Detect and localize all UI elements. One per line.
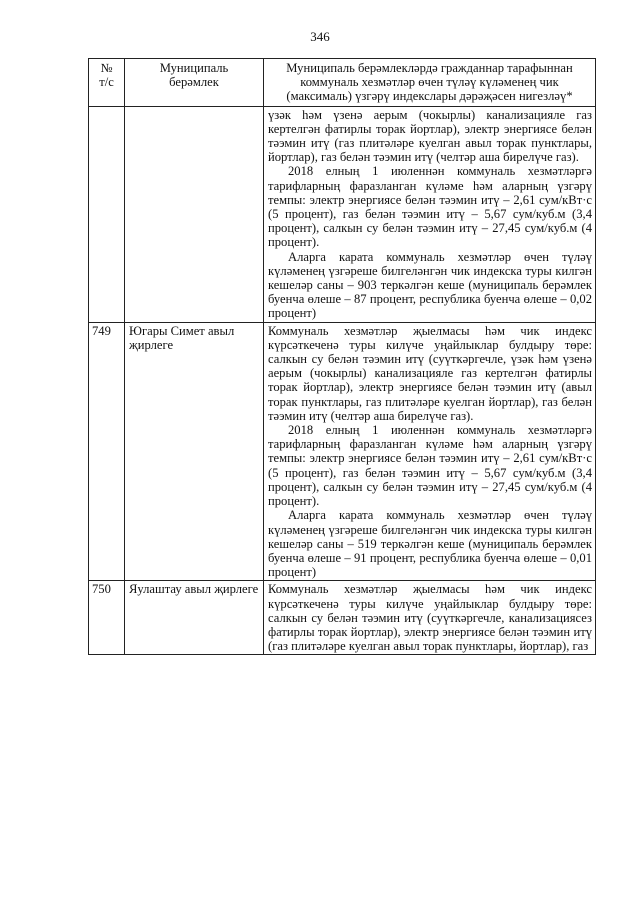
- municipal-utility-index-table: [88, 58, 596, 655]
- description-paragraph: Аларга карата коммуналь хезмәтләр өчен түләү күләменең үзгәреше билгеләнгән чик индекска туры килгән кешеләр саны – 903 теркәлгән кеше (муниципаль берәмлек буенча өлеше – 87 процент, республика буенча өлеше – 0,02 процент): [268, 249, 592, 321]
- description-paragraph: Аларга карата коммуналь хезмәтләр өчен түләү күләменең үзгәреше билгеләнгән чик индекска туры килгән кешеләр саны – 519 теркәлгән кеше (муниципаль берәмлек буенча өлеше – 91 процент, республика буенча өлеше – 0,01 процент): [268, 508, 592, 580]
- table-header-row: [89, 59, 596, 107]
- row-number-cell: 749: [89, 322, 125, 581]
- table-row: [89, 106, 596, 322]
- description-paragraph: Коммуналь хезмәтләр җыелмасы һәм чик индекс күрсәткеченә туры килүче уңайлыклар булдыру төре: салкын су белән тәэмин итү (суүткәргечле, канализациясез фатирлы торак йортлар), электр энергиясе белән тәэмин итү (газ плитәләре куелган авыл торак пунктлары, йортлар), газ: [268, 582, 592, 654]
- header-municipality: Муниципаль берәмлек: [125, 59, 264, 107]
- header-description: Муниципаль берәмлекләрдә гражданнар тарафыннан коммуналь хезмәтләр өчен түләү күләменең чик (максималь) үзгәрү индекслары дәрәҗәсен нигезләү*: [264, 59, 596, 107]
- row-description-cell: [264, 581, 596, 655]
- row-municipality-cell: Югары Симет авыл җирлеге: [125, 322, 264, 581]
- row-number-cell: 750: [89, 581, 125, 655]
- page-number: 346: [310, 29, 330, 44]
- table-row: [89, 322, 596, 581]
- header-number: № т/с: [89, 59, 125, 107]
- row-municipality-cell: Яулаштау авыл җирлеге: [125, 581, 264, 655]
- table-row: [89, 581, 596, 655]
- row-number-cell: [89, 106, 125, 322]
- description-paragraph: Коммуналь хезмәтләр җыелмасы һәм чик индекс күрсәткеченә туры килүче уңайлыклар булдыру төре: салкын су белән тәэмин итү (суүткәргечле, үзәк һәм үзенә аерым (чокырлы) канализацияле газ кертелгән фатирлы торак йортлар), электр энергиясе белән тәэмин итү (авыл торак пунктлары, газ плитәләре куелган йортлар), газ белән тәэмин итү (челтәр аша бирелүче газ).: [268, 323, 592, 423]
- description-paragraph: үзәк һәм үзенә аерым (чокырлы) канализацияле газ кертелгән фатирлы торак йортлар), электр энергиясе белән тәэмин итү (газ плитәләре куелган авыл торак пунктлары, йортлар), газ белән тәэмин итү (челтәр аша бирелүче газ).: [268, 107, 592, 165]
- description-paragraph: 2018 елның 1 июленнән коммуналь хезмәтләргә тарифларның фаразланган күләме һәм аларның үзгәрү темпы: электр энергиясе белән тәэмин итү – 2,61 сум/кВт·с (5 процент), газ белән тәэмин итү – 5,67 сум/куб.м (3,4 процент), салкын су белән тәэмин итү – 27,45 сум/куб.м (4 процент).: [268, 423, 592, 509]
- row-description-cell: [264, 322, 596, 581]
- description-paragraph: 2018 елның 1 июленнән коммуналь хезмәтләргә тарифларның фаразланган күләме һәм аларның үзгәрү темпы: электр энергиясе белән тәэмин итү – 2,61 сум/кВт·с (5 процент), газ белән тәэмин итү – 5,67 сум/куб.м (3,4 процент), салкын су белән тәэмин итү – 27,45 сум/куб.м (4 процент).: [268, 164, 592, 250]
- row-description-cell: [264, 106, 596, 322]
- row-municipality-cell: [125, 106, 264, 322]
